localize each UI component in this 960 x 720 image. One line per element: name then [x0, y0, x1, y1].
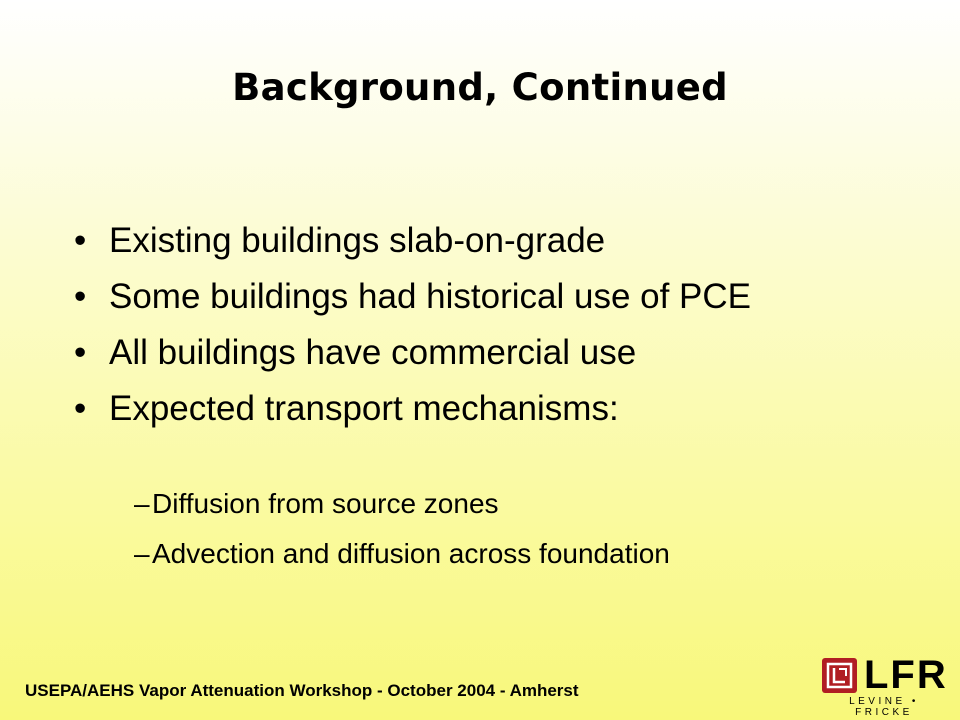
- sub-bullet-list: [134, 488, 894, 588]
- bullet-text: Existing buildings slab-on-grade: [109, 221, 606, 260]
- bullet-marker: •: [74, 389, 87, 428]
- bullet-item: [74, 391, 894, 427]
- sub-bullet-item: [134, 538, 894, 570]
- sub-bullet-text: Diffusion from source zones: [152, 488, 499, 519]
- lfr-logo: [818, 652, 948, 718]
- lfr-mark-icon: [822, 658, 857, 693]
- sub-bullet-text: Advection and diffusion across foundation: [152, 538, 670, 569]
- bullet-text: Some buildings had historical use of PCE: [109, 277, 752, 316]
- bullet-marker: •: [74, 221, 87, 260]
- footer-text: USEPA/AEHS Vapor Attenuation Workshop - October 2004 - Amherst: [25, 681, 579, 700]
- slide-title: Background, Continued: [232, 66, 728, 109]
- bullet-marker: •: [74, 277, 87, 316]
- bullet-list: [74, 223, 894, 447]
- bullet-marker: •: [74, 333, 87, 372]
- bullet-item: [74, 335, 894, 371]
- bullet-item: [74, 279, 894, 315]
- sub-bullet-marker: –: [134, 488, 150, 519]
- bullet-text: All buildings have commercial use: [109, 333, 637, 372]
- sub-bullet-marker: –: [134, 538, 150, 569]
- logo-text: LFR: [864, 653, 948, 697]
- bullet-text: Expected transport mechanisms:: [109, 389, 619, 428]
- logo-subtext: LEVINE • FRICKE: [849, 696, 919, 718]
- bullet-item: [74, 223, 894, 259]
- sub-bullet-item: [134, 488, 894, 520]
